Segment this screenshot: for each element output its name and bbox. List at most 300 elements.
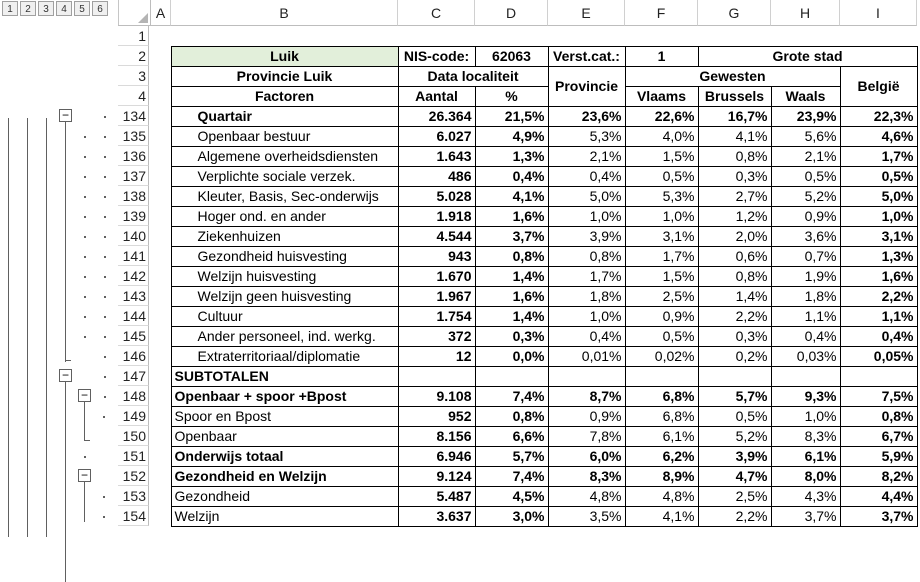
cell-vl[interactable]: 1,7% <box>625 246 698 266</box>
cell-vl[interactable]: 0,9% <box>625 306 698 326</box>
cell-be[interactable]: 6,7% <box>840 426 917 446</box>
cell-be[interactable]: 5,9% <box>840 446 917 466</box>
cell-a[interactable] <box>151 266 171 286</box>
outline-level-3-button[interactable]: 3 <box>38 1 54 16</box>
cell-prov[interactable]: 4,8% <box>548 486 625 506</box>
cell-be[interactable]: 0,4% <box>840 326 917 346</box>
factor-label[interactable]: Openbaar bestuur <box>171 126 398 146</box>
row-header[interactable]: 4 <box>118 86 149 106</box>
cell-aantal[interactable]: 5.487 <box>398 486 475 506</box>
cell-br[interactable]: 2,2% <box>698 506 771 526</box>
outline-line <box>27 118 28 537</box>
cell-prov[interactable]: 23,6% <box>548 106 625 126</box>
cell-aantal[interactable] <box>398 366 475 386</box>
cell-vl[interactable]: 4,1% <box>625 506 698 526</box>
outline-line <box>65 360 71 361</box>
factor-label[interactable]: Spoor en Bpost <box>171 406 398 426</box>
cell-prov[interactable]: 7,8% <box>548 426 625 446</box>
outline-dot <box>84 456 86 458</box>
cell-a[interactable] <box>151 486 171 506</box>
cell-br[interactable]: 0,3% <box>698 166 771 186</box>
column-headers <box>151 0 917 26</box>
cell-vl[interactable]: 1,5% <box>625 266 698 286</box>
cell-a[interactable] <box>151 446 171 466</box>
cell-wa[interactable]: 0,7% <box>771 246 840 266</box>
cell-c1[interactable] <box>398 26 475 46</box>
cell-br[interactable]: 2,0% <box>698 226 771 246</box>
cell-be[interactable]: 22,3% <box>840 106 917 126</box>
cell-pct[interactable]: 0,3% <box>475 326 548 346</box>
cell-wa[interactable]: 5,2% <box>771 186 840 206</box>
row-header[interactable]: 1 <box>118 26 149 46</box>
factor-label[interactable]: Hoger ond. en ander <box>171 206 398 226</box>
row-header[interactable]: 146 <box>118 346 149 366</box>
cell-br[interactable]: 2,7% <box>698 186 771 206</box>
cell-pct[interactable]: 0,4% <box>475 166 548 186</box>
cell-a[interactable] <box>151 406 171 426</box>
cell-wa[interactable]: 3,6% <box>771 226 840 246</box>
outline-dot <box>104 296 106 298</box>
cell-f1[interactable] <box>625 26 698 46</box>
cell-be[interactable]: 0,5% <box>840 166 917 186</box>
factor-label[interactable]: Openbaar <box>171 426 398 446</box>
cell-wa[interactable]: 5,6% <box>771 126 840 146</box>
row-header[interactable]: 2 <box>118 46 149 66</box>
nis-label[interactable]: NIS-code: <box>398 46 475 66</box>
provincie-luik-header[interactable]: Provincie Luik <box>171 66 398 86</box>
cell-br[interactable]: 5,7% <box>698 386 771 406</box>
cell-a[interactable] <box>151 426 171 446</box>
outline-pane <box>0 0 119 537</box>
cell-a[interactable] <box>151 166 171 186</box>
table-row <box>151 286 917 306</box>
cell-vl[interactable]: 4,0% <box>625 126 698 146</box>
cell-prov[interactable]: 6,0% <box>548 446 625 466</box>
cell-vl[interactable]: 0,5% <box>625 326 698 346</box>
cell-wa[interactable]: 8,0% <box>771 466 840 486</box>
cell-aantal[interactable]: 8.156 <box>398 426 475 446</box>
cell-be[interactable]: 4,6% <box>840 126 917 146</box>
cell-prov[interactable]: 1,7% <box>548 266 625 286</box>
collapse-group-button[interactable]: − <box>78 389 91 402</box>
outline-dot <box>103 416 105 418</box>
factor-label[interactable]: Onderwijs totaal <box>171 446 398 466</box>
cell-a[interactable] <box>151 186 171 206</box>
aantal-header[interactable]: Aantal <box>398 86 475 106</box>
cell-pct[interactable]: 0,8% <box>475 246 548 266</box>
row-header[interactable]: 139 <box>118 206 149 226</box>
cell-prov[interactable]: 8,7% <box>548 386 625 406</box>
table-row <box>151 446 917 466</box>
cell-be[interactable]: 1,1% <box>840 306 917 326</box>
cell-prov[interactable]: 0,8% <box>548 246 625 266</box>
table-row <box>151 366 917 386</box>
cell-a[interactable] <box>151 126 171 146</box>
cell-vl[interactable]: 3,1% <box>625 226 698 246</box>
cell-br[interactable]: 4,1% <box>698 126 771 146</box>
cell-a[interactable] <box>151 146 171 166</box>
table-row <box>151 506 917 526</box>
cell-a[interactable] <box>151 246 171 266</box>
table-row <box>151 346 917 366</box>
cell-be[interactable]: 3,1% <box>840 226 917 246</box>
cell-prov[interactable]: 0,4% <box>548 326 625 346</box>
table-row <box>151 266 917 286</box>
factor-label[interactable]: Ander personeel, ind. werkg. <box>171 326 398 346</box>
cell-be[interactable]: 0,8% <box>840 406 917 426</box>
cell-a[interactable] <box>151 506 171 526</box>
cell-be[interactable] <box>840 366 917 386</box>
pct-header[interactable]: % <box>475 86 548 106</box>
cell-pct[interactable]: 5,7% <box>475 446 548 466</box>
cell-prov[interactable]: 5,0% <box>548 186 625 206</box>
factor-label[interactable]: Gezondheid en Welzijn <box>171 466 398 486</box>
cell-prov[interactable]: 3,5% <box>548 506 625 526</box>
cell-aantal[interactable]: 12 <box>398 346 475 366</box>
row-headers <box>118 26 151 537</box>
cell-vl[interactable]: 6,8% <box>625 406 698 426</box>
cell-a1[interactable] <box>151 26 171 46</box>
row-header[interactable]: 145 <box>118 326 149 346</box>
outline-dot <box>104 336 106 338</box>
cell-be[interactable]: 8,2% <box>840 466 917 486</box>
cell-br[interactable]: 2,2% <box>698 306 771 326</box>
column-header-e[interactable]: E <box>548 0 625 26</box>
column-header-d[interactable]: D <box>475 0 548 26</box>
cell-wa[interactable]: 1,1% <box>771 306 840 326</box>
factor-label[interactable]: Welzijn geen huisvesting <box>171 286 398 306</box>
factor-label[interactable]: Cultuur <box>171 306 398 326</box>
cell-pct[interactable]: 4,9% <box>475 126 548 146</box>
cell-be[interactable]: 2,2% <box>840 286 917 306</box>
row-header[interactable]: 154 <box>118 506 149 526</box>
cell-br[interactable]: 3,9% <box>698 446 771 466</box>
row-header[interactable]: 141 <box>118 246 149 266</box>
cell-aantal[interactable]: 3.637 <box>398 506 475 526</box>
cell-pct[interactable]: 4,1% <box>475 186 548 206</box>
cell-vl[interactable]: 6,8% <box>625 386 698 406</box>
data-table <box>151 26 918 527</box>
cell-pct[interactable]: 0,8% <box>475 406 548 426</box>
cell-prov[interactable]: 1,8% <box>548 286 625 306</box>
outline-groups <box>0 0 118 537</box>
column-header-f[interactable]: F <box>625 0 698 26</box>
cell-a[interactable] <box>151 366 171 386</box>
cell-a[interactable] <box>151 106 171 126</box>
cell-prov[interactable]: 1,0% <box>548 306 625 326</box>
cell-be[interactable]: 4,4% <box>840 486 917 506</box>
cell-a4[interactable] <box>151 86 171 106</box>
factor-label[interactable]: Openbaar + spoor +Bpost <box>171 386 398 406</box>
outline-dot <box>104 136 106 138</box>
cell-wa[interactable]: 8,3% <box>771 426 840 446</box>
nis-value[interactable]: 62063 <box>475 46 548 66</box>
cell-pct[interactable] <box>475 366 548 386</box>
cell-pct[interactable]: 1,6% <box>475 206 548 226</box>
cell-be[interactable]: 1,6% <box>840 266 917 286</box>
vlaams-header[interactable]: Vlaams <box>625 86 698 106</box>
cell-vl[interactable]: 2,5% <box>625 286 698 306</box>
outline-dot <box>104 316 106 318</box>
title-cell[interactable]: Luik <box>171 46 398 66</box>
outline-dot <box>84 176 86 178</box>
column-header-b[interactable]: B <box>171 0 398 26</box>
factor-label[interactable]: Welzijn <box>171 506 398 526</box>
cell-wa[interactable]: 0,4% <box>771 326 840 346</box>
cell-prov[interactable]: 0,4% <box>548 166 625 186</box>
cell-h1[interactable] <box>771 26 840 46</box>
factor-label[interactable]: Extraterritoriaal/diplomatie <box>171 346 398 366</box>
select-all-button[interactable] <box>118 0 151 26</box>
provincie-header[interactable]: Provincie <box>548 66 625 106</box>
cell-wa[interactable]: 3,7% <box>771 506 840 526</box>
cell-a[interactable] <box>151 386 171 406</box>
outline-dot <box>104 196 106 198</box>
cell-br[interactable]: 4,7% <box>698 466 771 486</box>
factor-label[interactable]: Algemene overheidsdiensten <box>171 146 398 166</box>
table-row <box>151 226 917 246</box>
collapse-group-button[interactable]: − <box>78 469 91 482</box>
cell-br[interactable]: 0,8% <box>698 266 771 286</box>
cell-aantal[interactable]: 372 <box>398 326 475 346</box>
cell-wa[interactable]: 4,3% <box>771 486 840 506</box>
cell-pct[interactable]: 21,5% <box>475 106 548 126</box>
brussels-header[interactable]: Brussels <box>698 86 771 106</box>
factor-label[interactable]: Kleuter, Basis, Sec-onderwijs <box>171 186 398 206</box>
row-header[interactable]: 151 <box>118 446 149 466</box>
cell-be[interactable]: 1,0% <box>840 206 917 226</box>
gewesten-header[interactable]: Gewesten <box>625 66 840 86</box>
column-header-a[interactable]: A <box>151 0 171 26</box>
outline-level-1-button[interactable]: 1 <box>2 1 18 16</box>
cell-i1[interactable] <box>840 26 917 46</box>
cell-aantal[interactable]: 4.544 <box>398 226 475 246</box>
cell-wa[interactable]: 1,0% <box>771 406 840 426</box>
cell-aantal[interactable]: 486 <box>398 166 475 186</box>
row-header[interactable]: 136 <box>118 146 149 166</box>
collapse-group-button[interactable]: − <box>59 109 72 122</box>
outline-dot <box>104 396 106 398</box>
cell-aantal[interactable]: 1.967 <box>398 286 475 306</box>
cell-br[interactable]: 16,7% <box>698 106 771 126</box>
cell-aantal[interactable]: 26.364 <box>398 106 475 126</box>
waals-header[interactable]: Waals <box>771 86 840 106</box>
row-header[interactable]: 3 <box>118 66 149 86</box>
row-header[interactable]: 134 <box>118 106 149 126</box>
row-header[interactable]: 152 <box>118 466 149 486</box>
cell-pct[interactable]: 4,5% <box>475 486 548 506</box>
cell-aantal[interactable]: 1.643 <box>398 146 475 166</box>
factor-label[interactable]: Gezondheid <box>171 486 398 506</box>
cell-aantal[interactable]: 6.946 <box>398 446 475 466</box>
cell-br[interactable]: 0,5% <box>698 406 771 426</box>
row-header[interactable]: 153 <box>118 486 149 506</box>
row-header[interactable]: 150 <box>118 426 149 446</box>
factor-label[interactable]: Quartair <box>171 106 398 126</box>
row-header[interactable]: 143 <box>118 286 149 306</box>
belgie-header[interactable]: België <box>840 66 917 106</box>
factor-label[interactable]: Ziekenhuizen <box>171 226 398 246</box>
cell-vl[interactable]: 1,5% <box>625 146 698 166</box>
cell-wa[interactable]: 6,1% <box>771 446 840 466</box>
cell-aantal[interactable]: 1.918 <box>398 206 475 226</box>
cell-a3[interactable] <box>151 66 171 86</box>
cell-br[interactable]: 0,8% <box>698 146 771 166</box>
row-header[interactable]: 144 <box>118 306 149 326</box>
cell-br[interactable]: 0,6% <box>698 246 771 266</box>
factoren-header[interactable]: Factoren <box>171 86 398 106</box>
cell-prov[interactable]: 5,3% <box>548 126 625 146</box>
cell-vl[interactable] <box>625 366 698 386</box>
cell-wa[interactable]: 2,1% <box>771 146 840 166</box>
column-header-c[interactable]: C <box>398 0 475 26</box>
outline-level-5-button[interactable]: 5 <box>74 1 90 16</box>
cell-br[interactable]: 1,4% <box>698 286 771 306</box>
factor-label[interactable]: Welzijn huisvesting <box>171 266 398 286</box>
cell-prov[interactable]: 0,9% <box>548 406 625 426</box>
cell-br[interactable]: 2,5% <box>698 486 771 506</box>
cell-pct[interactable]: 0,0% <box>475 346 548 366</box>
cell-aantal[interactable]: 5.028 <box>398 186 475 206</box>
cell-pct[interactable]: 3,7% <box>475 226 548 246</box>
cell-be[interactable]: 0,05% <box>840 346 917 366</box>
cell-be[interactable]: 7,5% <box>840 386 917 406</box>
cell-pct[interactable]: 1,6% <box>475 286 548 306</box>
collapse-group-button[interactable]: − <box>59 369 72 382</box>
cell-vl[interactable]: 6,1% <box>625 426 698 446</box>
outline-line <box>46 118 47 537</box>
column-header-h[interactable]: H <box>771 0 840 26</box>
cell-be[interactable]: 1,7% <box>840 146 917 166</box>
row-header[interactable]: 140 <box>118 226 149 246</box>
cell-a[interactable] <box>151 286 171 306</box>
cell-wa[interactable] <box>771 366 840 386</box>
cell-br[interactable]: 5,2% <box>698 426 771 446</box>
row-header[interactable]: 142 <box>118 266 149 286</box>
row-header[interactable]: 148 <box>118 386 149 406</box>
cell-vl[interactable]: 5,3% <box>625 186 698 206</box>
factor-label[interactable]: SUBTOTALEN <box>171 366 398 386</box>
cell-e1[interactable] <box>548 26 625 46</box>
cell-be[interactable]: 3,7% <box>840 506 917 526</box>
cell-aantal[interactable]: 1.670 <box>398 266 475 286</box>
cell-vl[interactable]: 8,9% <box>625 466 698 486</box>
cell-prov[interactable]: 3,9% <box>548 226 625 246</box>
cell-br[interactable]: 0,2% <box>698 346 771 366</box>
outline-level-4-button[interactable]: 4 <box>56 1 72 16</box>
cell-b1[interactable] <box>171 26 398 46</box>
cell-prov[interactable]: 8,3% <box>548 466 625 486</box>
cell-pct[interactable]: 3,0% <box>475 506 548 526</box>
cell-a[interactable] <box>151 346 171 366</box>
cell-pct[interactable]: 1,3% <box>475 146 548 166</box>
outline-dot <box>84 136 86 138</box>
cell-aantal[interactable]: 9.124 <box>398 466 475 486</box>
cell-be[interactable]: 1,3% <box>840 246 917 266</box>
cell-br[interactable]: 1,2% <box>698 206 771 226</box>
cell-prov[interactable]: 0,01% <box>548 346 625 366</box>
cell-wa[interactable]: 0,9% <box>771 206 840 226</box>
cell-vl[interactable]: 1,0% <box>625 206 698 226</box>
row-header[interactable]: 147 <box>118 366 149 386</box>
cell-pct[interactable]: 7,4% <box>475 466 548 486</box>
cell-vl[interactable]: 4,8% <box>625 486 698 506</box>
city-type[interactable]: Grote stad <box>698 46 917 66</box>
cell-vl[interactable]: 0,02% <box>625 346 698 366</box>
factor-label[interactable]: Gezondheid huisvesting <box>171 246 398 266</box>
row-header[interactable]: 149 <box>118 406 149 426</box>
row-2 <box>151 46 917 66</box>
cell-vl[interactable]: 22,6% <box>625 106 698 126</box>
verst-label[interactable]: Verst.cat.: <box>548 46 625 66</box>
cell-br[interactable] <box>698 366 771 386</box>
factor-label[interactable]: Verplichte sociale verzek. <box>171 166 398 186</box>
outline-dot <box>84 236 86 238</box>
cell-wa[interactable]: 0,03% <box>771 346 840 366</box>
verst-value[interactable]: 1 <box>625 46 698 66</box>
outline-level-6-button[interactable]: 6 <box>92 1 108 16</box>
row-header[interactable]: 138 <box>118 186 149 206</box>
cell-prov[interactable] <box>548 366 625 386</box>
cell-a[interactable] <box>151 326 171 346</box>
table-row <box>151 146 917 166</box>
cell-pct[interactable]: 1,4% <box>475 306 548 326</box>
cell-d1[interactable] <box>475 26 548 46</box>
table-row <box>151 406 917 426</box>
cell-wa[interactable]: 0,5% <box>771 166 840 186</box>
cell-prov[interactable]: 2,1% <box>548 146 625 166</box>
table-row <box>151 426 917 446</box>
cell-pct[interactable]: 6,6% <box>475 426 548 446</box>
cell-g1[interactable] <box>698 26 771 46</box>
cell-br[interactable]: 0,3% <box>698 326 771 346</box>
cell-aantal[interactable]: 9.108 <box>398 386 475 406</box>
cell-aantal[interactable]: 943 <box>398 246 475 266</box>
cell-wa[interactable]: 9,3% <box>771 386 840 406</box>
cell-be[interactable]: 5,0% <box>840 186 917 206</box>
outline-level-2-button[interactable]: 2 <box>20 1 36 16</box>
cell-a2[interactable] <box>151 46 171 66</box>
cell-vl[interactable]: 0,5% <box>625 166 698 186</box>
outline-dot <box>84 276 86 278</box>
cell-a[interactable] <box>151 306 171 326</box>
cell-a[interactable] <box>151 466 171 486</box>
cell-pct[interactable]: 7,4% <box>475 386 548 406</box>
outline-dot <box>103 516 105 518</box>
column-header-g[interactable]: G <box>698 0 771 26</box>
cell-wa[interactable]: 23,9% <box>771 106 840 126</box>
table-row <box>151 486 917 506</box>
cell-wa[interactable]: 1,9% <box>771 266 840 286</box>
cell-aantal[interactable]: 6.027 <box>398 126 475 146</box>
cell-a[interactable] <box>151 206 171 226</box>
data-localiteit-header[interactable]: Data localiteit <box>398 66 548 86</box>
row-header[interactable]: 137 <box>118 166 149 186</box>
column-header-i[interactable]: I <box>840 0 917 26</box>
outline-dot <box>104 216 106 218</box>
cell-wa[interactable]: 1,8% <box>771 286 840 306</box>
cell-aantal[interactable]: 952 <box>398 406 475 426</box>
outline-dot <box>84 156 86 158</box>
outline-dot <box>84 196 86 198</box>
cell-a[interactable] <box>151 226 171 246</box>
cell-aantal[interactable]: 1.754 <box>398 306 475 326</box>
cell-vl[interactable]: 6,2% <box>625 446 698 466</box>
cell-pct[interactable]: 1,4% <box>475 266 548 286</box>
row-header[interactable]: 135 <box>118 126 149 146</box>
table-row <box>151 386 917 406</box>
cell-prov[interactable]: 1,0% <box>548 206 625 226</box>
